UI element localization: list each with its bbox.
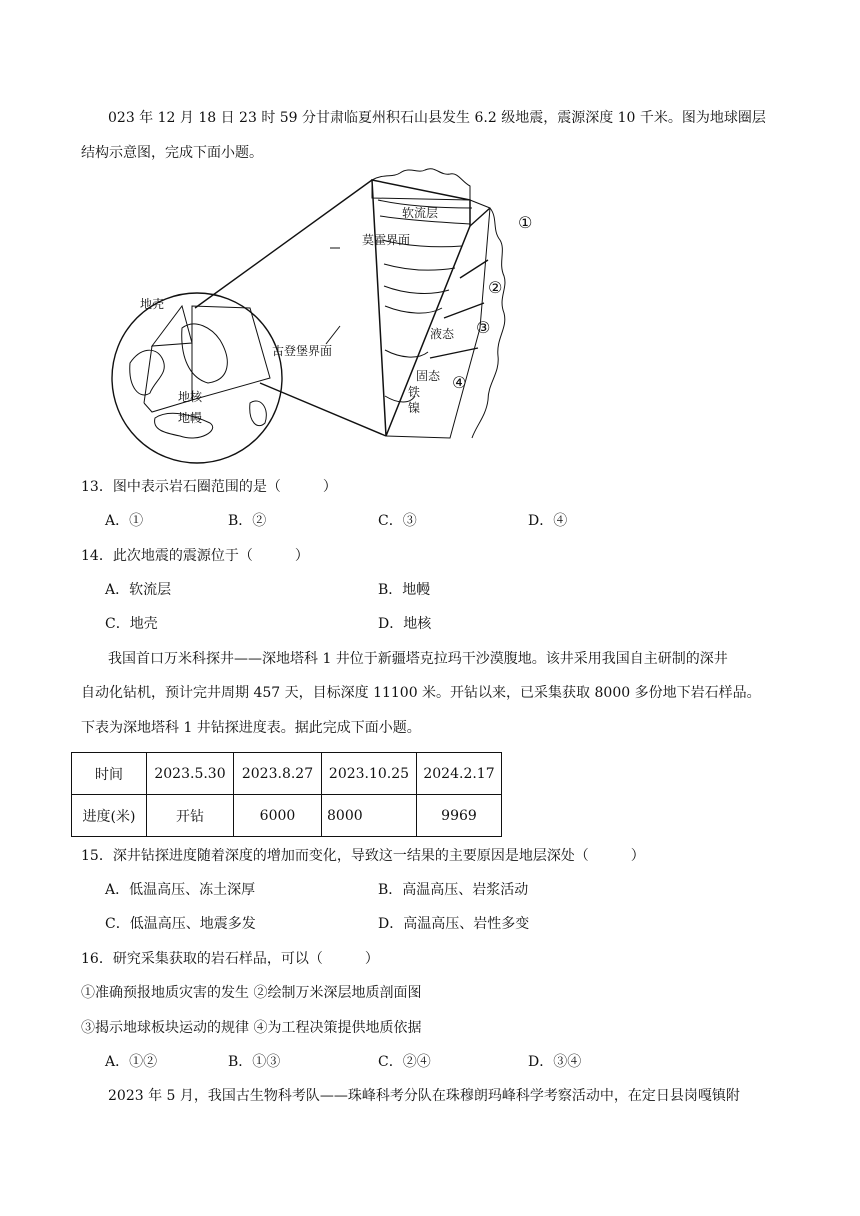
label-solid: 固态 — [416, 369, 441, 383]
q14-option-c[interactable]: C．地壳 — [105, 616, 158, 632]
label-iron: 铁 — [408, 385, 421, 399]
q16-option-a[interactable]: A．①② — [105, 1054, 158, 1070]
table-cell: 6000 — [234, 795, 322, 837]
continent-shape — [250, 401, 267, 426]
q14-option-d[interactable]: D．地核 — [378, 616, 432, 632]
q14-stem: 14．此次地震的震源位于（ ） — [81, 548, 309, 564]
marker-1: ① — [518, 213, 533, 232]
intro-line-1: 023 年 12 月 18 日 23 时 59 分甘肃临夏州积石山县发生 6.2 级地震，震源深度 10 千米。图为地球圈层 — [108, 110, 766, 126]
intro2-line-1: 我国首口万米科探井——深地塔科 1 井位于新疆塔克拉玛干沙漠腹地。该井采用我国自主研制的深井 — [108, 651, 728, 667]
q15-option-d[interactable]: D．高温高压、岩性多变 — [378, 916, 530, 932]
q13-option-b[interactable]: B．② — [228, 513, 267, 529]
table-cell: 9969 — [417, 795, 502, 837]
label-moho: 莫霍界面 — [362, 233, 411, 247]
label-liquid: 液态 — [430, 327, 455, 341]
q16-items-line-2: ③揭示地球板块运动的规律 ④为工程决策提供地质依据 — [81, 1020, 422, 1036]
label-nickel: 镍 — [408, 401, 421, 415]
q16-option-d[interactable]: D．③④ — [528, 1054, 582, 1070]
q15-stem: 15．深井钻探进度随着深度的增加而变化，导致这一结果的主要原因是地层深处（ ） — [81, 848, 645, 864]
label-core: 地核 — [178, 390, 203, 404]
table-cell: 2024.2.17 — [417, 753, 502, 795]
q15-option-c[interactable]: C．低温高压、地震多发 — [105, 916, 256, 932]
q15-option-a[interactable]: A．低温高压、冻土深厚 — [105, 882, 256, 898]
surface-mountains — [372, 169, 470, 200]
q15-option-b[interactable]: B．高温高压、岩浆活动 — [378, 882, 529, 898]
table-row — [72, 753, 502, 795]
q16-option-b[interactable]: B．①③ — [228, 1054, 281, 1070]
table-cell: 2023.10.25 — [322, 753, 417, 795]
q14-option-b[interactable]: B．地幔 — [378, 582, 431, 598]
continent-shape — [130, 350, 165, 395]
q13-option-a[interactable]: A．① — [105, 513, 144, 529]
table-row — [72, 795, 502, 837]
intro3-line-1: 2023 年 5 月，我国古生物科考队——珠峰科考分队在珠穆朗玛峰科学考察活动中，在定日县岗嘎镇附 — [108, 1088, 740, 1104]
label-crust: 地壳 — [140, 297, 165, 311]
marker-4: ④ — [452, 373, 467, 392]
q13-option-d[interactable]: D．④ — [528, 513, 568, 529]
q16-stem: 16．研究采集获取的岩石样品，可以（ ） — [81, 951, 379, 967]
table-cell: 8000 — [322, 795, 417, 837]
q13-option-c[interactable]: C．③ — [378, 513, 417, 529]
intro2-line-3: 下表为深地塔科 1 井钻探进度表。据此完成下面小题。 — [81, 720, 421, 736]
q13-stem: 13．图中表示岩石圈范围的是（ ） — [81, 479, 337, 495]
q16-option-c[interactable]: C．②④ — [378, 1054, 431, 1070]
drilling-progress-table — [71, 752, 502, 837]
label-mantle: 地幔 — [178, 411, 203, 425]
q14-option-a[interactable]: A．软流层 — [105, 582, 172, 598]
label-asthenosphere: 软流层 — [402, 206, 439, 220]
q16-items-line-1: ①准确预报地质灾害的发生 ②绘制万米深层地质剖面图 — [81, 985, 422, 1001]
intro-line-2: 结构示意图，完成下面小题。 — [81, 145, 263, 161]
table-cell: 开钻 — [147, 795, 234, 837]
table-cell: 2023.8.27 — [234, 753, 322, 795]
marker-2: ② — [488, 278, 503, 297]
table-cell: 进度(米) — [72, 795, 147, 837]
marker-3: ③ — [476, 318, 491, 337]
table-cell: 时间 — [72, 753, 147, 795]
label-gutenberg: 古登堡界面 — [272, 344, 333, 358]
table-cell: 2023.5.30 — [147, 753, 234, 795]
intro2-line-2: 自动化钻机，预计完井周期 457 天，目标深度 11100 米。开钻以来，已采集获取 8000 多份地下岩石样品。 — [81, 685, 761, 701]
earth-layers-figure — [100, 168, 533, 468]
